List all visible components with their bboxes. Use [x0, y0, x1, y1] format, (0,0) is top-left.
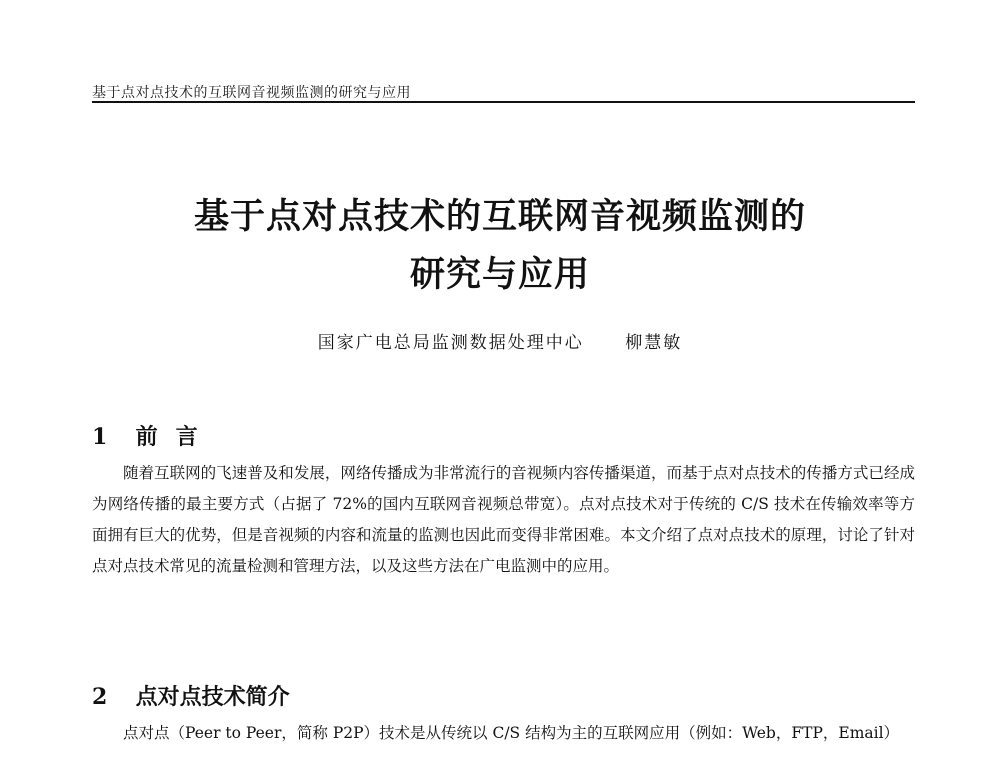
paper-title-line-1: 基于点对点技术的互联网音视频监测的 [193, 196, 806, 237]
section-title: 前言 [135, 425, 216, 450]
header-rule [92, 101, 915, 103]
section-heading-1 [92, 420, 216, 451]
section-heading-2 [92, 680, 290, 711]
affiliation: 国家广电总局监测数据处理中心 [317, 333, 584, 353]
paper-title-line-2: 研究与应用 [409, 254, 590, 295]
byline [0, 328, 1000, 353]
section-number: 2 [92, 684, 108, 710]
section-1-paragraph: 随着互联网的飞速普及和发展，网络传播成为非常流行的音视频内容传播渠道，而基于点对点技术的传播方式已经成为网络传播的最主要方式（占据了 72%的国内互联网音视频总带宽）。点对点技术对于传统的 C/S 技术在传输效率等方面拥有巨大的优势，但是音视频的内容和流量的监测也因此而变得非常困难。本文介绍了点对点技术的原理，讨论了针对点对点技术常见的流量检测和管理方法，以及这些方法在广电监测中的应用。 [92, 464, 915, 575]
section-number: 1 [92, 424, 108, 450]
author: 柳慧敏 [625, 333, 683, 353]
section-title: 点对点技术简介 [135, 685, 290, 710]
section-2-paragraph: 点对点（Peer to Peer，简称 P2P）技术是从传统以 C/S 结构为主的互联网应用（例如：Web，FTP，Email） [123, 724, 900, 742]
running-header: 基于点对点技术的互联网音视频监测的研究与应用 [92, 85, 411, 101]
paper-title [0, 188, 1000, 304]
